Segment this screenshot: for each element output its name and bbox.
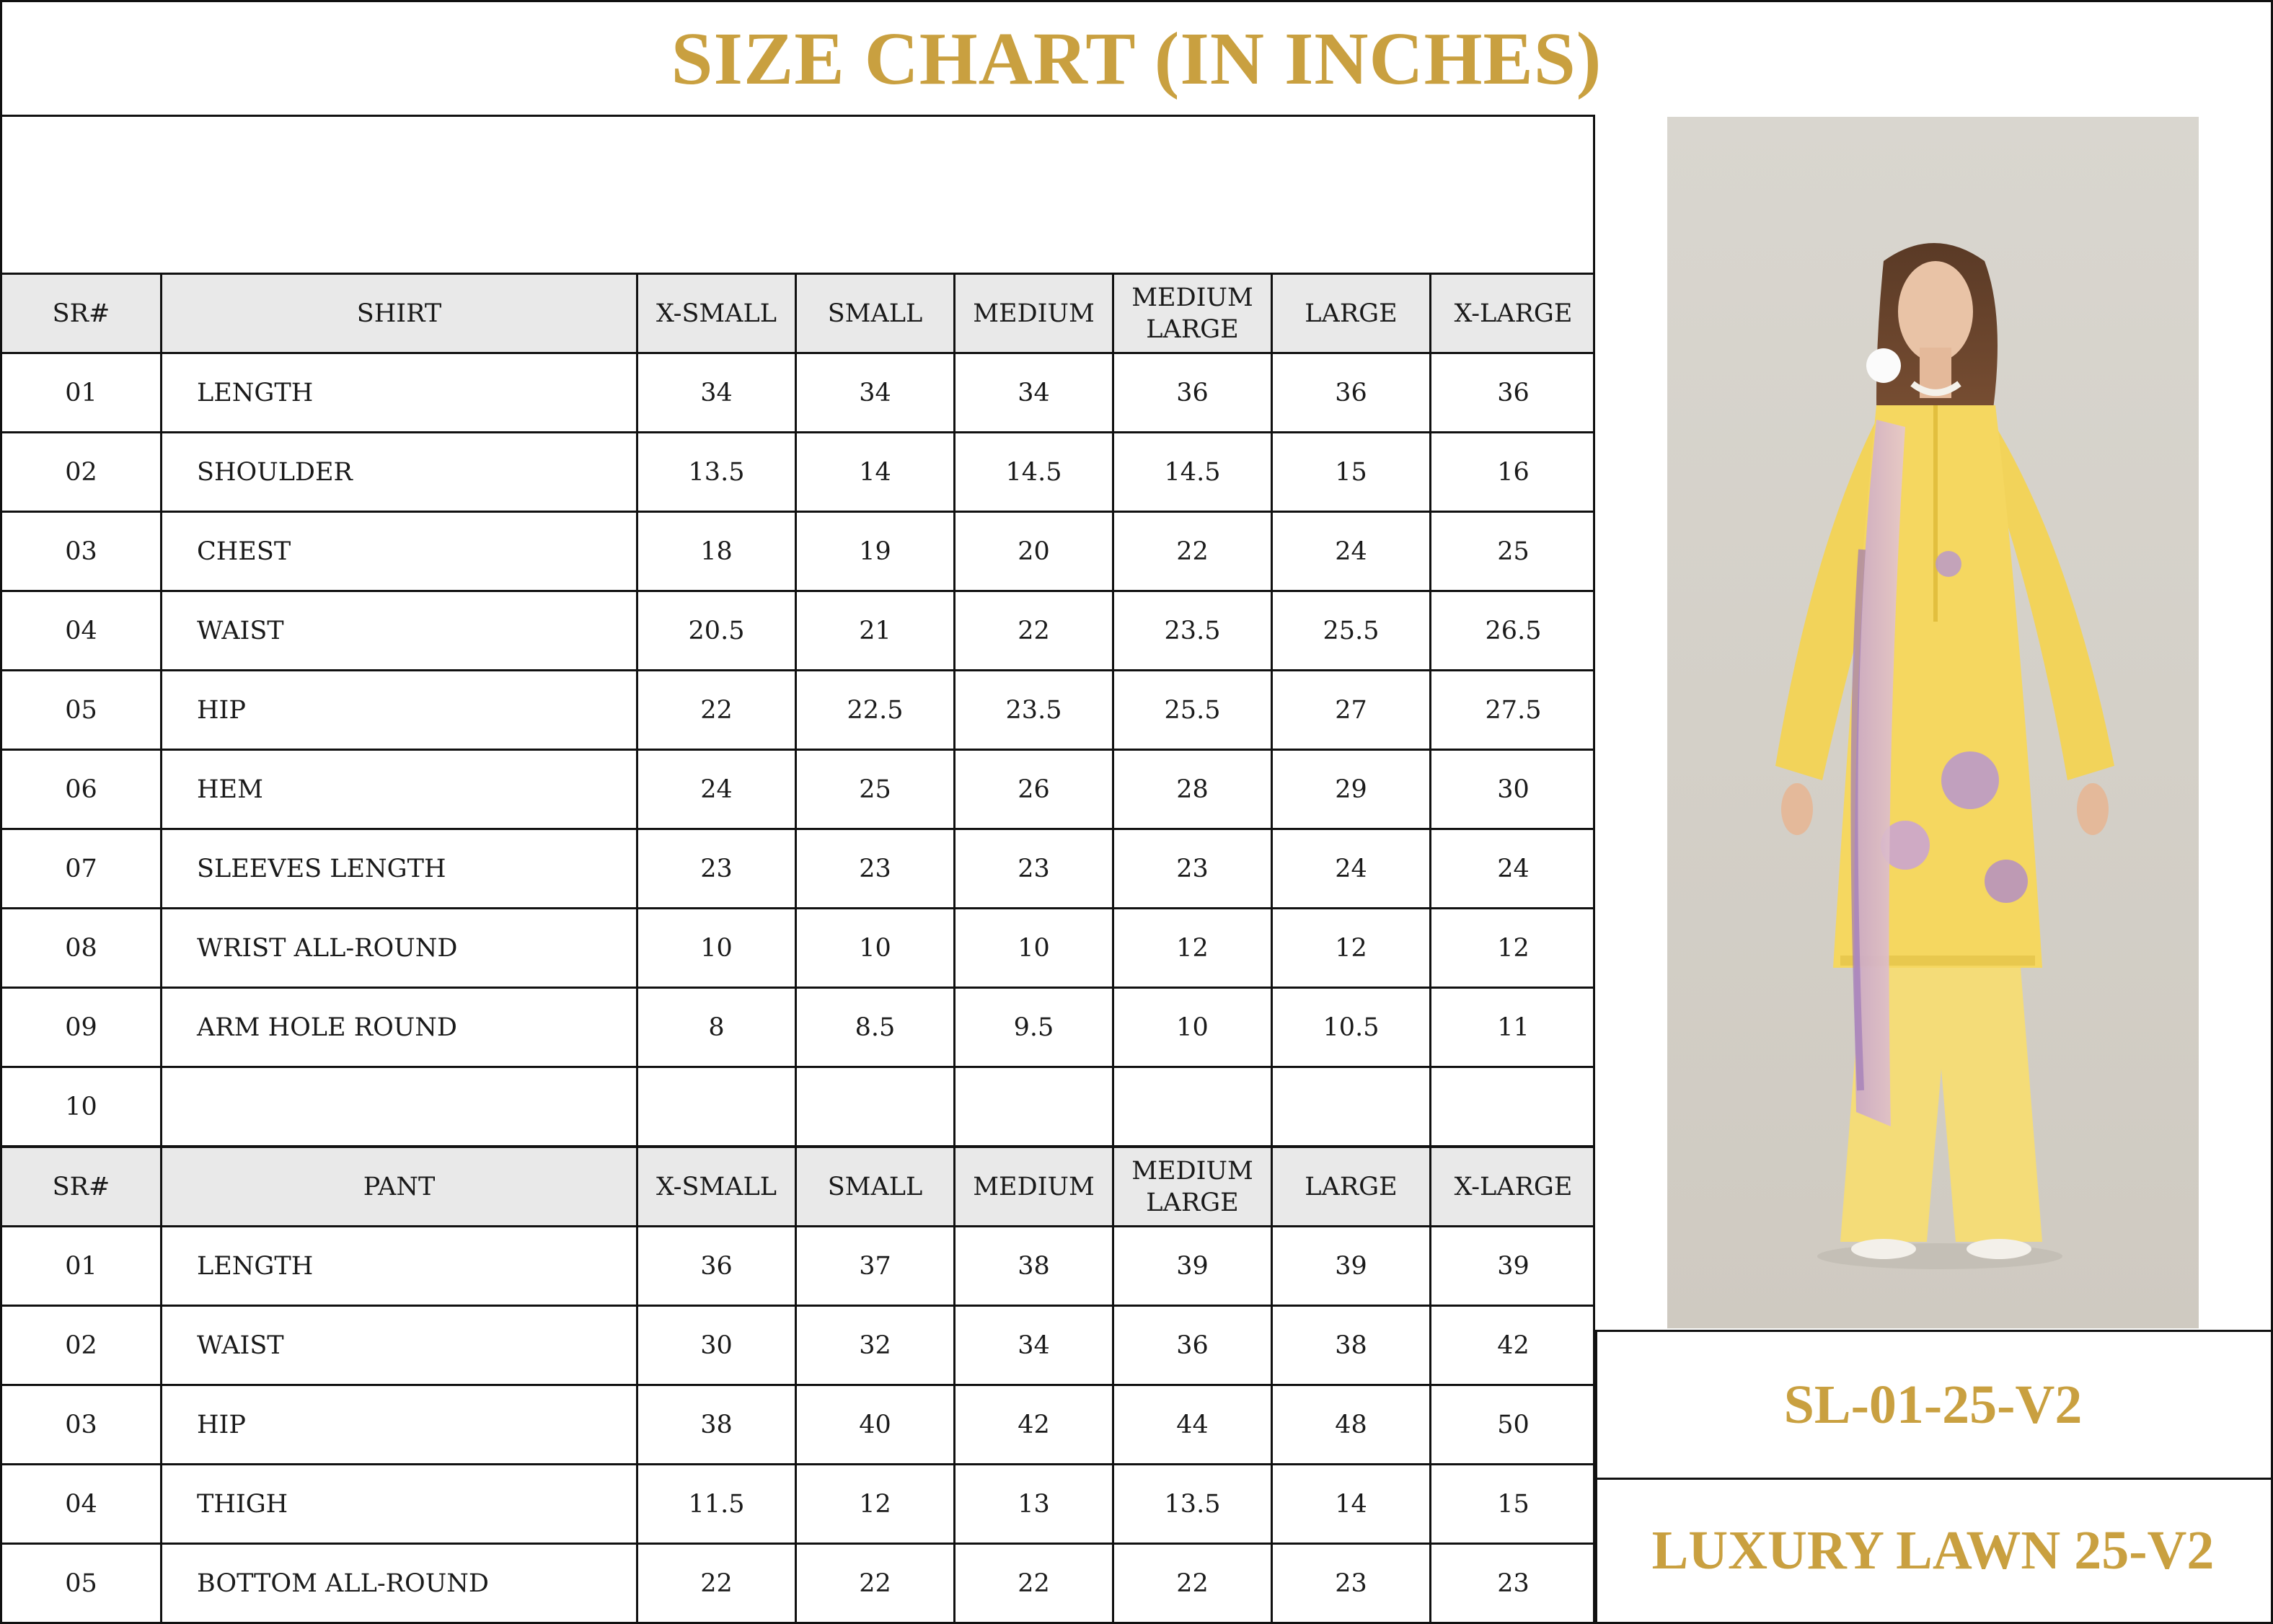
- pant-size-table: [0, 1146, 1597, 1624]
- table-row: [1, 1465, 1597, 1544]
- size-value-cell: 18: [637, 512, 796, 591]
- table-row: [1, 1227, 1597, 1306]
- measurement-label-cell: HIP: [162, 1385, 637, 1465]
- size-value-cell: 8.5: [796, 988, 955, 1067]
- row-number-cell: 05: [1, 1544, 162, 1623]
- size-value-cell: 26.5: [1431, 591, 1597, 671]
- measurement-label-cell: ARM HOLE ROUND: [162, 988, 637, 1067]
- table-row: [1, 988, 1597, 1067]
- measurement-label-cell: BOTTOM ALL-ROUND: [162, 1544, 637, 1623]
- size-value-cell: 12: [1431, 909, 1597, 988]
- row-number-cell: 04: [1, 1465, 162, 1544]
- size-value-cell: 44: [1113, 1385, 1272, 1465]
- measurement-label-cell: LENGTH: [162, 353, 637, 433]
- measurement-label-cell: SHOULDER: [162, 433, 637, 512]
- size-value-cell: 27: [1272, 671, 1431, 750]
- size-value-cell: 10: [1113, 988, 1272, 1067]
- page-title: SIZE CHART (IN INCHES): [671, 17, 1602, 100]
- size-value-cell: 40: [796, 1385, 955, 1465]
- shirt-header-cell: LARGE: [1272, 274, 1431, 353]
- pant-header-cell: PANT: [162, 1147, 637, 1227]
- size-value-cell: 19: [796, 512, 955, 591]
- row-number-cell: 09: [1, 988, 162, 1067]
- size-value-cell: 10.5: [1272, 988, 1431, 1067]
- size-value-cell: 8: [637, 988, 796, 1067]
- size-value-cell: 39: [1113, 1227, 1272, 1306]
- size-value-cell: 15: [1431, 1465, 1597, 1544]
- table-row: [1, 512, 1597, 591]
- size-value-cell: [796, 1067, 955, 1147]
- row-number-cell: 04: [1, 591, 162, 671]
- table-row: [1, 829, 1597, 909]
- size-value-cell: 23: [1272, 1544, 1431, 1623]
- size-value-cell: 23: [796, 829, 955, 909]
- row-number-cell: 01: [1, 1227, 162, 1306]
- table-row: [1, 353, 1597, 433]
- size-value-cell: 24: [637, 750, 796, 829]
- row-number-cell: 03: [1, 1385, 162, 1465]
- size-value-cell: 22: [1113, 1544, 1272, 1623]
- size-value-cell: 10: [796, 909, 955, 988]
- measurement-label-cell: WAIST: [162, 591, 637, 671]
- title-band: [0, 0, 2273, 117]
- measurement-label-cell: LENGTH: [162, 1227, 637, 1306]
- pant-header-cell: SMALL: [796, 1147, 955, 1227]
- size-value-cell: 34: [955, 353, 1113, 433]
- size-value-cell: 15: [1272, 433, 1431, 512]
- size-value-cell: 11: [1431, 988, 1597, 1067]
- size-value-cell: 25.5: [1272, 591, 1431, 671]
- size-value-cell: 25: [796, 750, 955, 829]
- size-value-cell: 32: [796, 1306, 955, 1385]
- shirt-header-row: [1, 274, 1597, 353]
- size-value-cell: 12: [1272, 909, 1431, 988]
- size-value-cell: 48: [1272, 1385, 1431, 1465]
- row-number-cell: 01: [1, 353, 162, 433]
- size-value-cell: 36: [1113, 353, 1272, 433]
- row-number-cell: 06: [1, 750, 162, 829]
- table-row: [1, 671, 1597, 750]
- size-value-cell: 30: [1431, 750, 1597, 829]
- size-value-cell: 28: [1113, 750, 1272, 829]
- size-value-cell: [955, 1067, 1113, 1147]
- shirt-header-cell: MEDIUM: [955, 274, 1113, 353]
- shirt-header-cell: X-LARGE: [1431, 274, 1597, 353]
- size-value-cell: 36: [1431, 353, 1597, 433]
- shirt-table-body: [1, 353, 1597, 1147]
- size-value-cell: 25: [1431, 512, 1597, 591]
- size-value-cell: 9.5: [955, 988, 1113, 1067]
- pant-header-row: [1, 1147, 1597, 1227]
- size-value-cell: 24: [1431, 829, 1597, 909]
- size-value-cell: 23: [1431, 1544, 1597, 1623]
- size-value-cell: 24: [1272, 512, 1431, 591]
- row-number-cell: 02: [1, 1306, 162, 1385]
- size-value-cell: 23.5: [955, 671, 1113, 750]
- size-value-cell: 50: [1431, 1385, 1597, 1465]
- measurement-label-cell: WAIST: [162, 1306, 637, 1385]
- measurement-label-cell: WRIST ALL-ROUND: [162, 909, 637, 988]
- shirt-header-cell: SR#: [1, 274, 162, 353]
- size-value-cell: [1113, 1067, 1272, 1147]
- size-value-cell: 29: [1272, 750, 1431, 829]
- size-value-cell: 14: [796, 433, 955, 512]
- pant-header-cell: MEDIUM: [955, 1147, 1113, 1227]
- shirt-header-cell: SMALL: [796, 274, 955, 353]
- size-value-cell: 27.5: [1431, 671, 1597, 750]
- size-value-cell: [1272, 1067, 1431, 1147]
- size-value-cell: 20: [955, 512, 1113, 591]
- size-value-cell: 38: [1272, 1306, 1431, 1385]
- size-value-cell: 12: [1113, 909, 1272, 988]
- size-value-cell: 42: [1431, 1306, 1597, 1385]
- row-number-cell: 07: [1, 829, 162, 909]
- size-value-cell: 34: [637, 353, 796, 433]
- size-value-cell: 38: [955, 1227, 1113, 1306]
- measurement-label-cell: THIGH: [162, 1465, 637, 1544]
- collection-name: LUXURY LAWN 25-V2: [1651, 1520, 2215, 1581]
- table-row: [1, 750, 1597, 829]
- row-number-cell: 05: [1, 671, 162, 750]
- size-value-cell: 30: [637, 1306, 796, 1385]
- row-number-cell: 02: [1, 433, 162, 512]
- size-value-cell: 25.5: [1113, 671, 1272, 750]
- size-value-cell: 14: [1272, 1465, 1431, 1544]
- table-row: [1, 1385, 1597, 1465]
- table-row: [1, 1306, 1597, 1385]
- measurement-label-cell: SLEEVES LENGTH: [162, 829, 637, 909]
- row-number-cell: 10: [1, 1067, 162, 1147]
- pant-table-body: [1, 1227, 1597, 1623]
- size-value-cell: 23.5: [1113, 591, 1272, 671]
- size-value-cell: 22.5: [796, 671, 955, 750]
- size-value-cell: 37: [796, 1227, 955, 1306]
- size-value-cell: 22: [955, 591, 1113, 671]
- size-value-cell: 10: [955, 909, 1113, 988]
- product-code-box: [1593, 1330, 2273, 1480]
- table-top-spacer: [0, 115, 1595, 273]
- table-row: [1, 433, 1597, 512]
- size-value-cell: 39: [1431, 1227, 1597, 1306]
- size-value-cell: 34: [796, 353, 955, 433]
- pant-header-cell: SR#: [1, 1147, 162, 1227]
- pant-header-cell: X-SMALL: [637, 1147, 796, 1227]
- size-value-cell: 23: [1113, 829, 1272, 909]
- measurement-label-cell: CHEST: [162, 512, 637, 591]
- shirt-header-cell: MEDIUM LARGE: [1113, 274, 1272, 353]
- pant-header-cell: LARGE: [1272, 1147, 1431, 1227]
- size-value-cell: 39: [1272, 1227, 1431, 1306]
- size-value-cell: 36: [637, 1227, 796, 1306]
- size-value-cell: 20.5: [637, 591, 796, 671]
- size-value-cell: [637, 1067, 796, 1147]
- size-value-cell: 16: [1431, 433, 1597, 512]
- size-value-cell: 36: [1272, 353, 1431, 433]
- size-value-cell: 13.5: [1113, 1465, 1272, 1544]
- pant-header-cell: MEDIUM LARGE: [1113, 1147, 1272, 1227]
- pant-header-cell: X-LARGE: [1431, 1147, 1597, 1227]
- size-value-cell: 42: [955, 1385, 1113, 1465]
- measurement-label-cell: HEM: [162, 750, 637, 829]
- size-value-cell: [1431, 1067, 1597, 1147]
- table-row: [1, 909, 1597, 988]
- table-row: [1, 591, 1597, 671]
- size-value-cell: 23: [637, 829, 796, 909]
- collection-name-box: [1593, 1478, 2273, 1624]
- model-photo: [1667, 117, 2199, 1328]
- shirt-size-table: [0, 273, 1597, 1147]
- size-value-cell: 22: [796, 1544, 955, 1623]
- size-value-cell: 34: [955, 1306, 1113, 1385]
- measurement-label-cell: [162, 1067, 637, 1147]
- size-value-cell: 14.5: [1113, 433, 1272, 512]
- row-number-cell: 03: [1, 512, 162, 591]
- size-value-cell: 22: [1113, 512, 1272, 591]
- size-value-cell: 21: [796, 591, 955, 671]
- size-value-cell: 14.5: [955, 433, 1113, 512]
- size-value-cell: 22: [955, 1544, 1113, 1623]
- product-code: SL-01-25-V2: [1783, 1374, 2083, 1435]
- product-photo-panel: [1593, 115, 2273, 1332]
- size-value-cell: 13: [955, 1465, 1113, 1544]
- size-value-cell: 26: [955, 750, 1113, 829]
- size-value-cell: 38: [637, 1385, 796, 1465]
- size-value-cell: 36: [1113, 1306, 1272, 1385]
- size-value-cell: 22: [637, 671, 796, 750]
- table-row: [1, 1067, 1597, 1147]
- size-value-cell: 22: [637, 1544, 796, 1623]
- table-row: [1, 1544, 1597, 1623]
- shirt-header-cell: SHIRT: [162, 274, 637, 353]
- size-value-cell: 13.5: [637, 433, 796, 512]
- row-number-cell: 08: [1, 909, 162, 988]
- size-value-cell: 23: [955, 829, 1113, 909]
- size-value-cell: 11.5: [637, 1465, 796, 1544]
- size-value-cell: 12: [796, 1465, 955, 1544]
- size-value-cell: 10: [637, 909, 796, 988]
- measurement-label-cell: HIP: [162, 671, 637, 750]
- shirt-header-cell: X-SMALL: [637, 274, 796, 353]
- size-value-cell: 24: [1272, 829, 1431, 909]
